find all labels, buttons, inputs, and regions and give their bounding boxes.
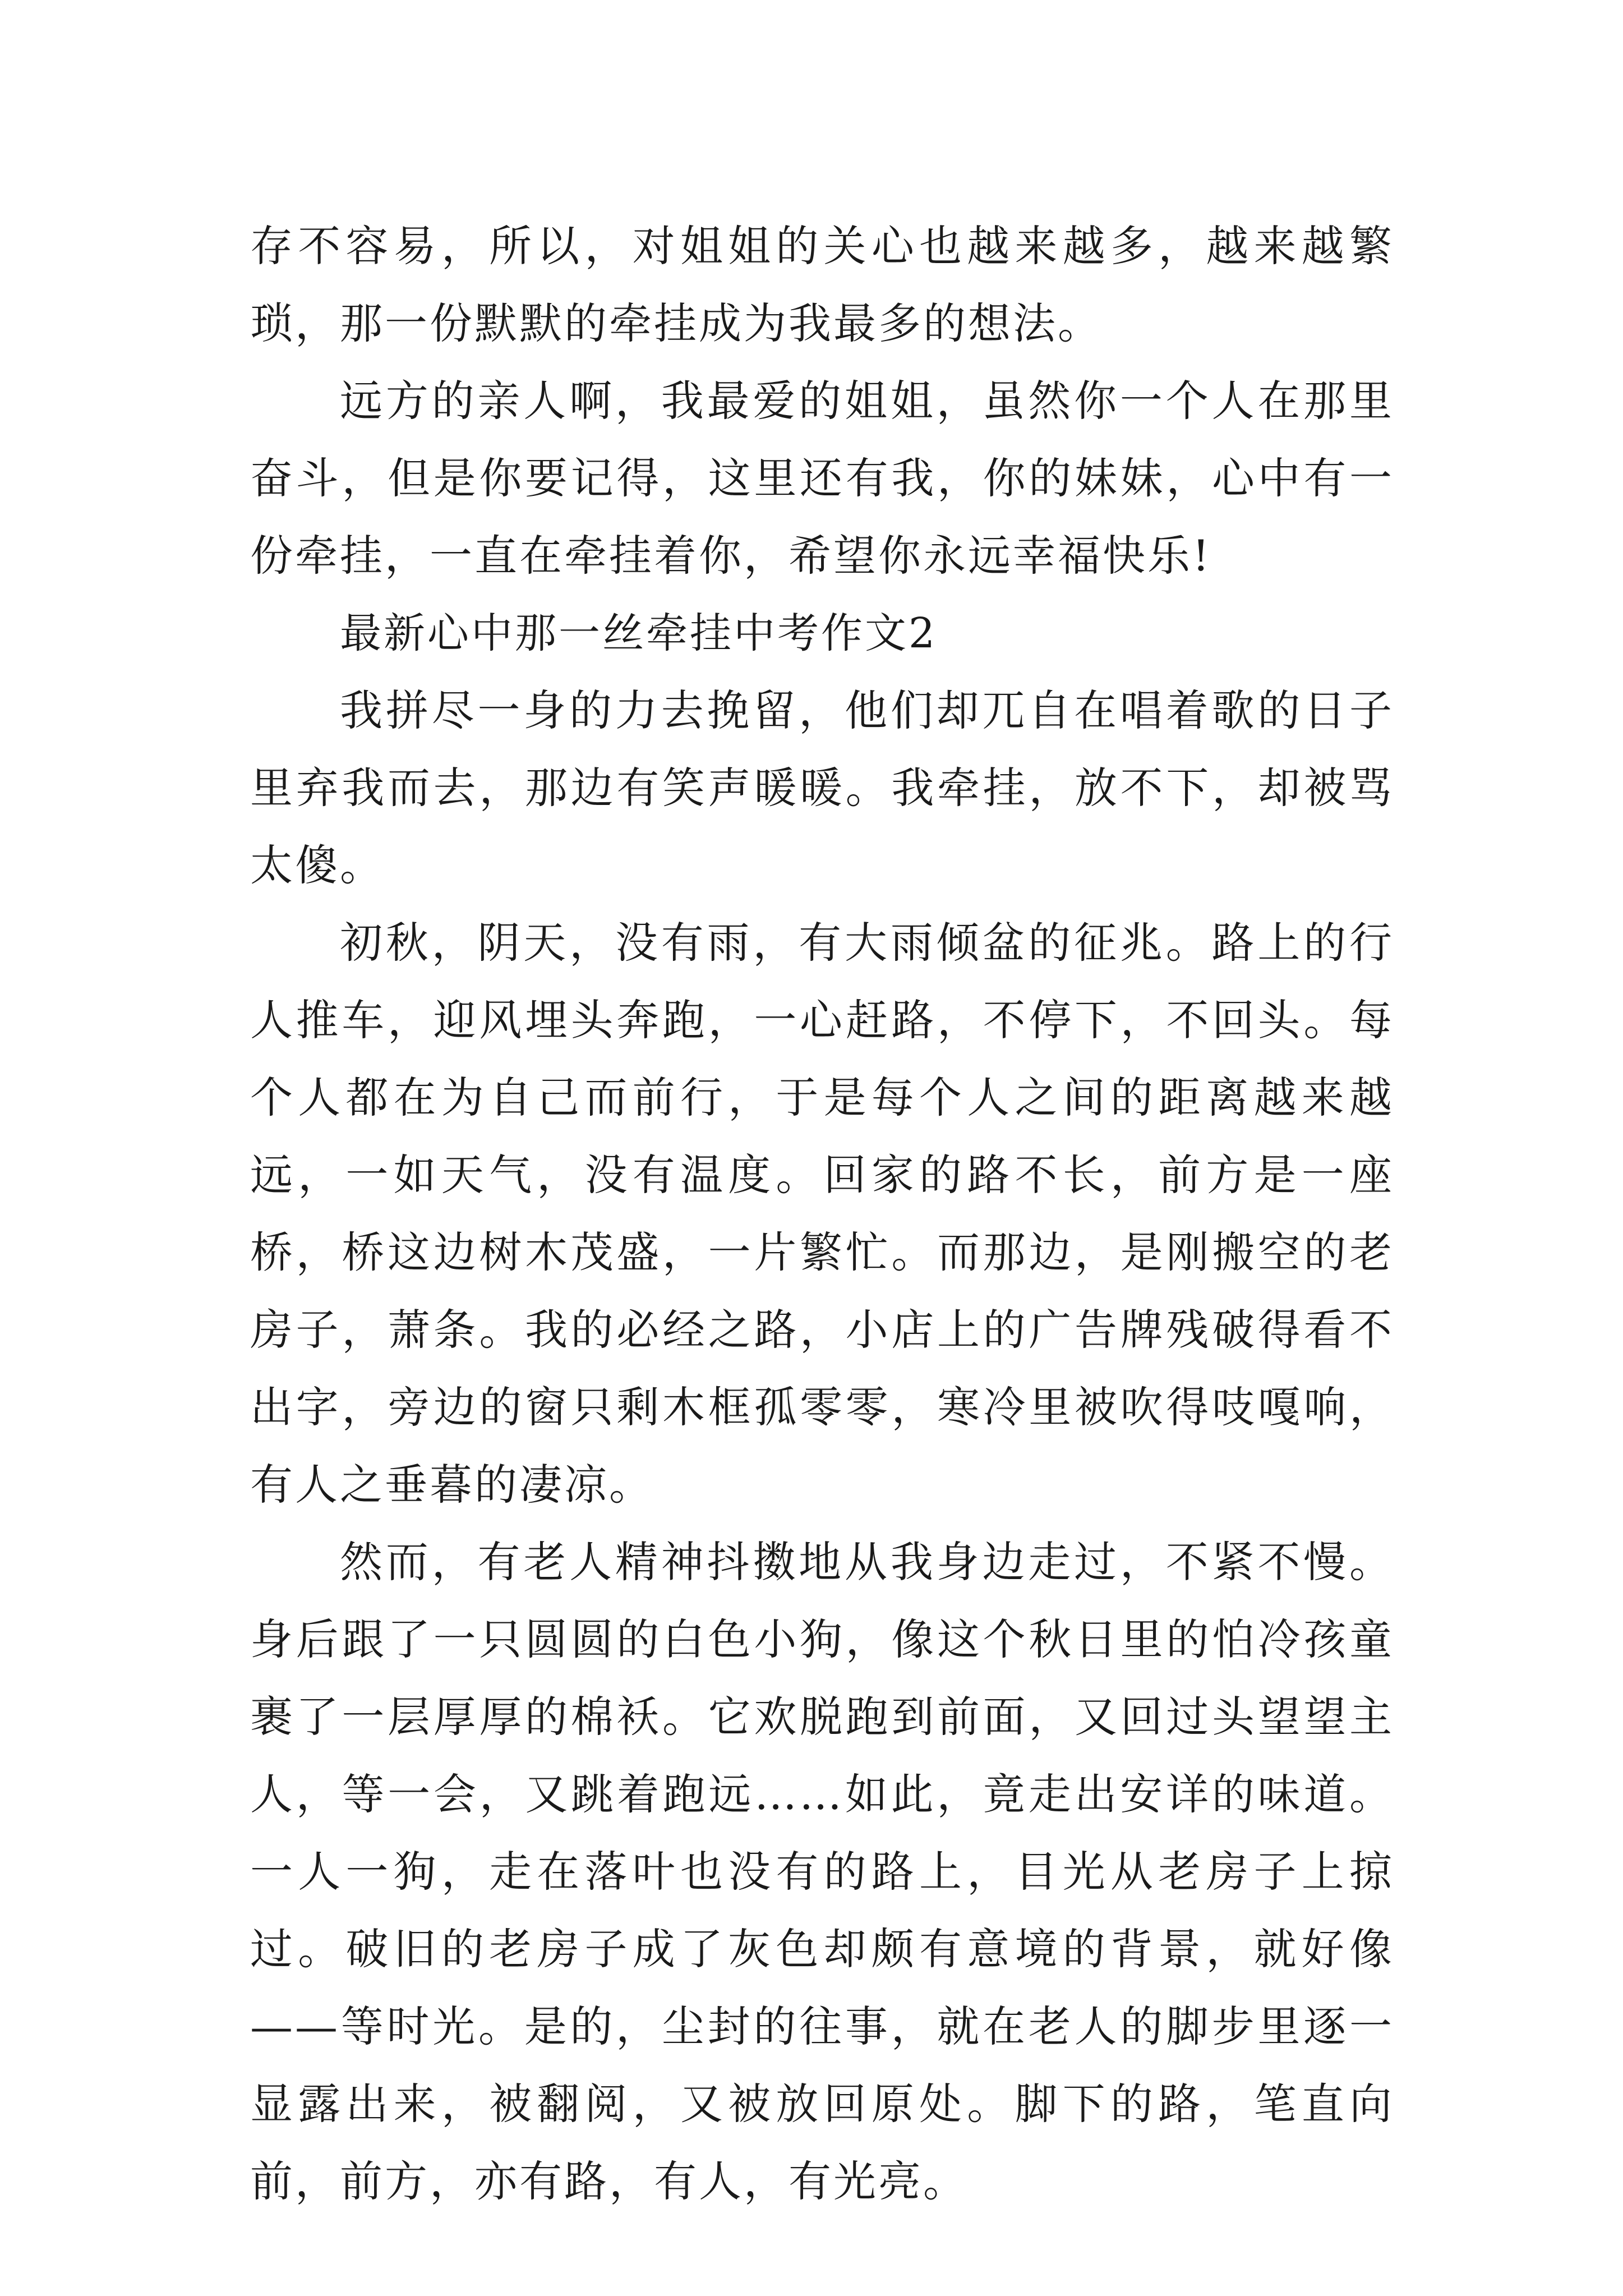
paragraph-4: 然而，有老人精神抖擞地从我身边走过，不紧不慢。身后跟了一只圆圆的白色小狗，像这个秋日里的怕冷孩童裹了一层厚厚的棉袄。它欢脱跑到前面，又回过头望望主人，等一会，又跳着跑远……如此，竟走出安详的味道。一人一狗，走在落叶也没有的路上，目光从老房子上掠过。破旧的老房子成了灰色却颇有意境的背景，就好像——等时光。是的，尘封的往事，就在老人的脚步里逐一显露出来，被翻阅，又被放回原处。脚下的路，笔直向前，前方，亦有路，有人，有光亮。 [250,1537,1394,2206]
paragraph-2: 我拼尽一身的力去挽留，他们却兀自在唱着歌的日子里弃我而去，那边有笑声暖暖。我牵挂，放不下，却被骂太傻。 [250,685,1394,890]
paragraph-continuation: 存不容易，所以，对姐姐的关心也越来越多，越来越繁琐，那一份默默的牵挂成为我最多的想法。 [250,221,1394,348]
document-body [250,208,1394,2220]
paragraph-1: 远方的亲人啊，我最爱的姐姐，虽然你一个人在那里奋斗，但是你要记得，这里还有我，你的妹妹，心中有一份牵挂，一直在牵挂着你，希望你永远幸福快乐! [250,376,1394,581]
section-title: 最新心中那一丝牵挂中考作文2 [340,609,938,657]
paragraph-3: 初秋，阴天，没有雨，有大雨倾盆的征兆。路上的行人推车，迎风埋头奔跑，一心赶路，不停下，不回头。每个人都在为自己而前行，于是每个人之间的距离越来越远，一如天气，没有温度。回家的路不长，前方是一座桥，桥这边树木茂盛，一片繁忙。而那边，是刚搬空的老房子，萧条。我的必经之路，小店上的广告牌残破得看不出字，旁边的窗只剩木框孤零零，寒冷里被吹得吱嘎响，有人之垂暮的凄凉。 [250,918,1394,1510]
